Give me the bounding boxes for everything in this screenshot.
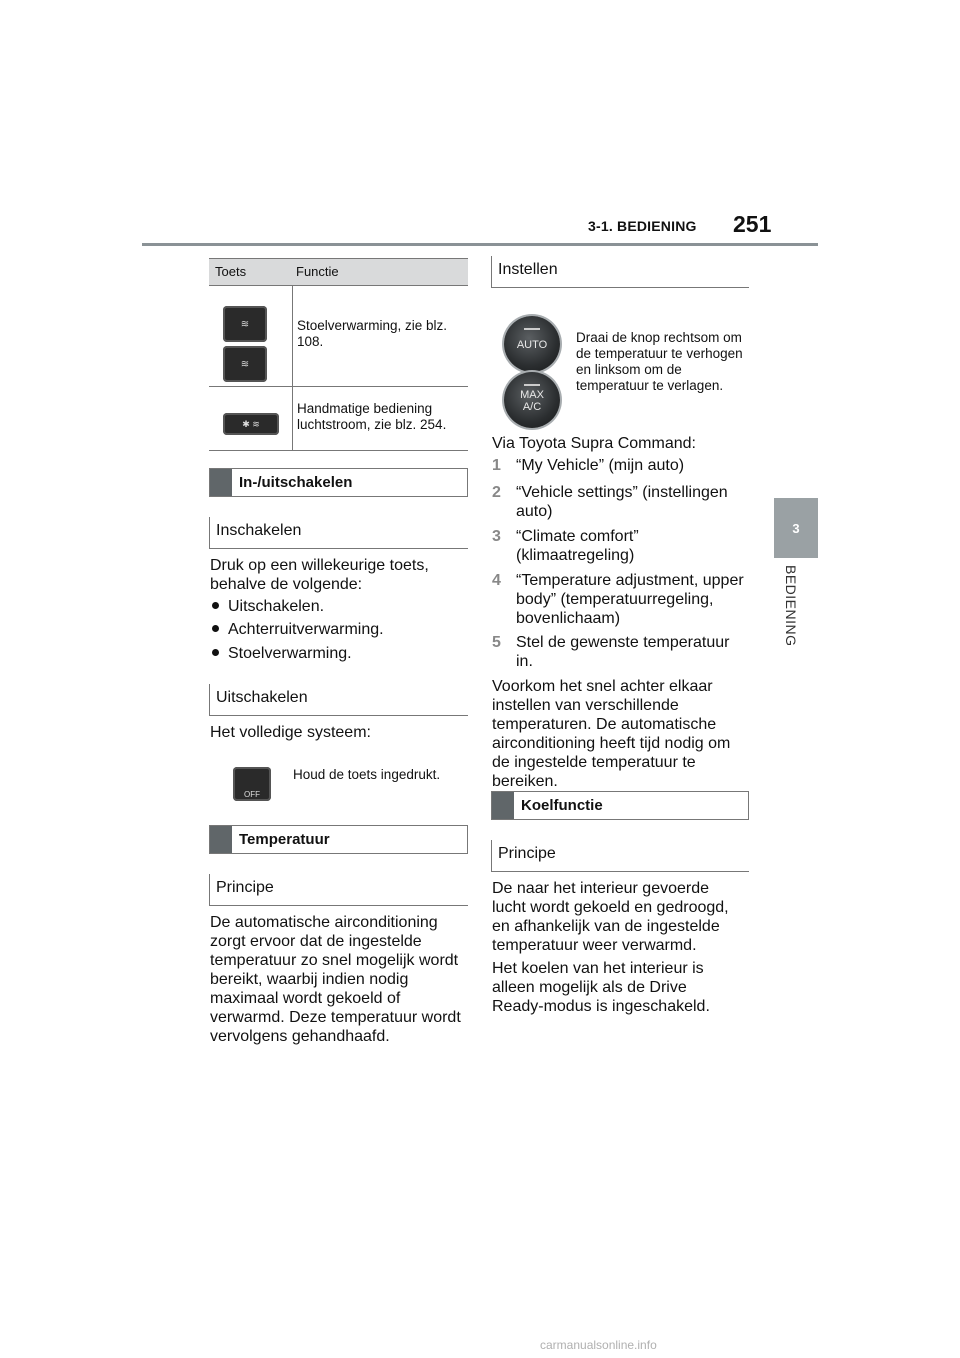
knob-description: Draai de knop rechtsom om de temperatuur te verhogen en linksom om de temperatuur te verlagen. [576,330,743,393]
seat-heat-icon: ≋ [223,306,267,342]
column-header-key: Toets [215,264,247,279]
auto-knob-icon: AUTO [504,316,560,372]
table-cell-function: Handmatige bediening luchtstroom, zie blz. 254. [297,401,447,432]
table-cell-function: Stoelverwarming, zie blz. 108. [297,318,448,349]
paragraph: Via Toyota Supra Command: [492,435,696,452]
paragraph: De automatische airconditioning zorgt ervoor dat de ingestelde temperatuur zo snel mogelijk wordt bereikt, waarbij indien nodig maximaal wordt gekoeld of verwarmd. Deze temperatuur wordt vervolgens gehandhaafd. [210,914,461,1045]
list-item: Achterruitverwarming. [212,621,384,639]
table-row [209,387,468,451]
column-header-function: Functie [296,264,339,279]
table-header [209,258,468,286]
list-item: Stoelverwarming. [212,645,352,663]
subheading-principe: Principe [491,840,749,872]
paragraph: De naar het interieur gevoerde lucht wordt gekoeld en gedroogd, en afhankelijk van de ingestelde temperatuur weer verwarmd. [492,880,729,954]
paragraph: Voorkom het snel achter elkaar instellen van verschillende temperaturen. De automatische airconditioning heeft tijd nodig om de ingestelde temperatuur te bereiken. [492,678,731,790]
seat-heat-rear-icon: ≋ [223,346,267,382]
chapter-title: 3-1. BEDIENING [588,218,697,234]
key-function-table [209,258,468,451]
heading-text: Temperatuur [239,831,330,848]
subheading-uitschakelen: Uitschakelen [209,684,468,716]
section-heading-koelfunctie [491,791,749,820]
chapter-tab-label: BEDIENING [783,565,799,647]
subheading-instellen: Instellen [491,256,749,288]
section-heading-temperatuur [209,825,468,854]
page-number: 251 [733,211,772,237]
heading-marker [210,826,232,853]
heading-text: In-/uitschakelen [239,474,353,491]
table-row [209,286,468,387]
airflow-icon: ✱ ≋ [223,413,279,435]
heading-marker [492,792,514,819]
paragraph: Het volledige systeem: [210,724,371,741]
paragraph: Druk op een willekeurige toets, behalve de volgende: [210,557,429,593]
chapter-tab: 3 [774,498,818,558]
off-button-icon: OFF [233,767,271,801]
heading-marker [210,469,232,496]
paragraph: Het koelen van het interieur is alleen mogelijk als de Drive Ready-modus is ingeschakeld. [492,960,710,1015]
watermark: carmanualsonline.info [540,1338,657,1352]
section-heading-in-uit [209,468,468,497]
heading-text: Koelfunctie [521,797,603,814]
list-item: Uitschakelen. [212,598,324,616]
table-cell-function: Houd de toets ingedrukt. [293,767,441,782]
subheading-principe: Principe [209,874,468,906]
subheading-inschakelen: Inschakelen [209,517,468,549]
header-rule [142,243,818,246]
max-ac-knob-icon: MAX A/C [504,372,560,428]
